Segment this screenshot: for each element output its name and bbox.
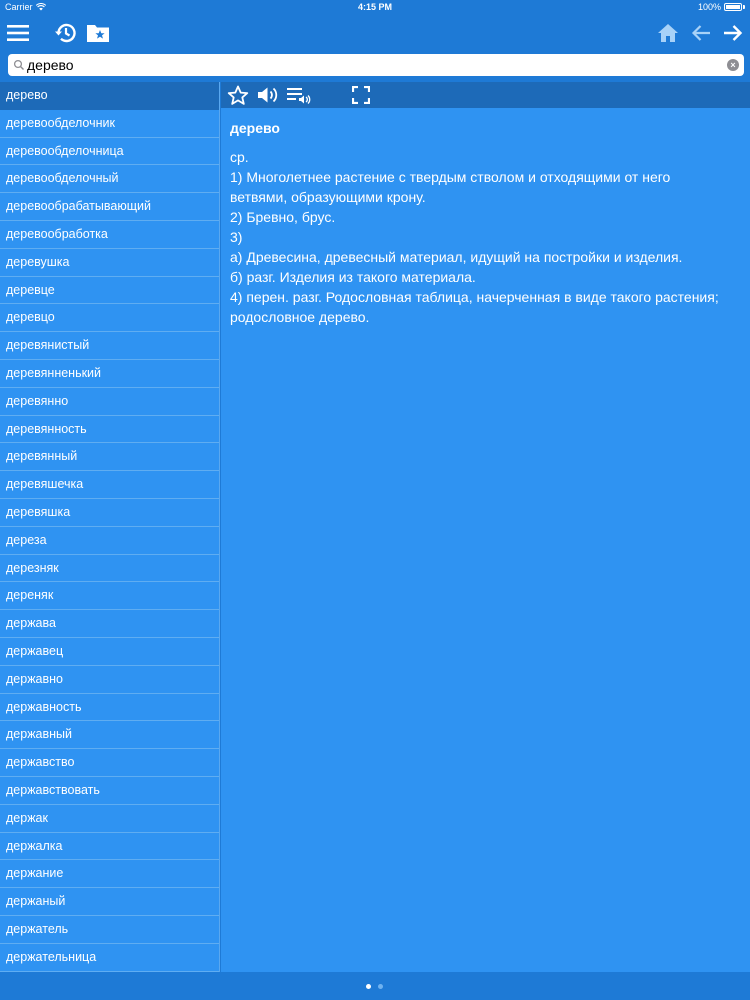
word-list-item[interactable]: державный bbox=[0, 721, 219, 749]
home-icon bbox=[657, 23, 679, 43]
status-bar bbox=[0, 0, 750, 14]
word-list-item[interactable]: державствовать bbox=[0, 777, 219, 805]
search-bar bbox=[8, 54, 744, 76]
word-list-item[interactable]: дереза bbox=[0, 527, 219, 555]
word-list-item[interactable]: деревообделочник bbox=[0, 110, 219, 138]
word-list-item[interactable]: деревянно bbox=[0, 388, 219, 416]
text-to-speech-icon bbox=[286, 85, 312, 105]
article-headword: дерево bbox=[230, 120, 280, 136]
article-line: а) Древесина, древесный материал, идущий на постройки и изделия. bbox=[230, 249, 683, 265]
word-list-item[interactable]: деревцо bbox=[0, 304, 219, 332]
pronounce-button[interactable] bbox=[255, 83, 281, 107]
word-list-item[interactable]: держалка bbox=[0, 833, 219, 861]
speaker-icon bbox=[257, 85, 279, 105]
add-favorite-button[interactable] bbox=[225, 83, 251, 107]
article-line: 2) Бревно, брус. bbox=[230, 209, 336, 225]
battery-indicator bbox=[698, 0, 745, 14]
main-toolbar bbox=[0, 14, 750, 52]
word-list-item[interactable]: держава bbox=[0, 610, 219, 638]
favorites-button[interactable] bbox=[83, 18, 113, 48]
page-indicator-dot[interactable] bbox=[378, 984, 383, 989]
arrow-right-icon bbox=[723, 24, 743, 42]
battery-icon bbox=[724, 3, 742, 11]
read-aloud-button[interactable] bbox=[285, 83, 313, 107]
word-list-item[interactable]: дерезняк bbox=[0, 555, 219, 583]
article-body bbox=[230, 147, 742, 327]
article-line: 3) bbox=[230, 229, 243, 245]
home-button[interactable] bbox=[653, 18, 683, 48]
word-list-item[interactable]: деревообделочница bbox=[0, 138, 219, 166]
word-list-item[interactable]: деревянистый bbox=[0, 332, 219, 360]
word-list-item[interactable]: держание bbox=[0, 860, 219, 888]
word-list-item[interactable]: деревце bbox=[0, 277, 219, 305]
word-list-item[interactable]: деревообработка bbox=[0, 221, 219, 249]
back-button[interactable] bbox=[686, 18, 716, 48]
word-list-item[interactable]: держательница bbox=[0, 944, 219, 972]
word-list-item[interactable]: деревяшечка bbox=[0, 471, 219, 499]
history-button[interactable] bbox=[51, 18, 81, 48]
article-line: б) разг. Изделия из такого материала. bbox=[230, 269, 476, 285]
word-list-item-selected[interactable]: дерево bbox=[0, 82, 219, 110]
fullscreen-button[interactable] bbox=[349, 83, 373, 107]
word-list-item[interactable]: державец bbox=[0, 638, 219, 666]
bottom-bar bbox=[0, 972, 750, 1000]
arrow-left-icon bbox=[691, 24, 711, 42]
article-line: 4) перен. разг. Родословная таблица, начерченная в виде такого растения; bbox=[230, 289, 719, 305]
word-list-item[interactable]: деревообделочный bbox=[0, 165, 219, 193]
carrier-label: Carrier bbox=[5, 2, 33, 12]
search-input[interactable] bbox=[27, 54, 727, 76]
word-list-item[interactable]: держаный bbox=[0, 888, 219, 916]
word-list-item[interactable]: державность bbox=[0, 694, 219, 722]
word-list-item[interactable]: державно bbox=[0, 666, 219, 694]
word-list bbox=[0, 82, 220, 972]
word-list-item[interactable]: дереняк bbox=[0, 582, 219, 610]
search-icon bbox=[13, 59, 25, 71]
word-list-item[interactable]: деревушка bbox=[0, 249, 219, 277]
article-line: 1) Многолетнее растение с твердым стволом и отходящими от него bbox=[230, 169, 671, 185]
article-line: ветвями, образующими крону. bbox=[230, 189, 426, 205]
word-list-item[interactable]: державство bbox=[0, 749, 219, 777]
article-line: ср. bbox=[230, 149, 249, 165]
hamburger-menu-icon bbox=[7, 24, 29, 42]
word-list-item[interactable]: деревянность bbox=[0, 416, 219, 444]
battery-percent: 100% bbox=[697, 2, 721, 12]
word-list-item[interactable]: деревяшка bbox=[0, 499, 219, 527]
favorites-folder-icon bbox=[86, 23, 110, 43]
word-list-item[interactable]: держак bbox=[0, 805, 219, 833]
article-toolbar bbox=[221, 82, 750, 108]
word-list-item[interactable]: деревянненький bbox=[0, 360, 219, 388]
star-icon bbox=[227, 85, 249, 106]
page-indicator-dot-active[interactable] bbox=[366, 984, 371, 989]
word-list-item[interactable]: деревообрабатывающий bbox=[0, 193, 219, 221]
article-pane bbox=[221, 108, 750, 972]
article-line: родословное дерево. bbox=[230, 309, 370, 325]
history-icon bbox=[54, 21, 78, 45]
word-list-item[interactable]: держатель bbox=[0, 916, 219, 944]
menu-button[interactable] bbox=[3, 18, 33, 48]
forward-button[interactable] bbox=[718, 18, 748, 48]
clear-search-button[interactable]: × bbox=[727, 59, 739, 71]
word-list-item[interactable]: деревянный bbox=[0, 443, 219, 471]
clock: 4:15 PM bbox=[357, 2, 392, 12]
fullscreen-icon bbox=[352, 86, 370, 104]
